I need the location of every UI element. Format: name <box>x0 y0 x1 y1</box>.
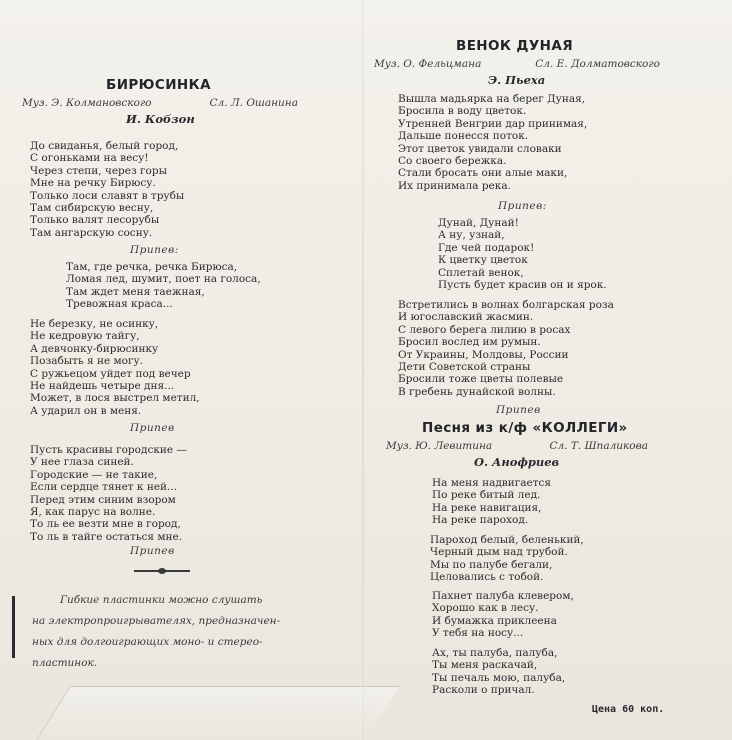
verse-line: Пахнет палуба клевером, <box>432 590 574 602</box>
verse-line: Там сибирскую весну, <box>30 202 154 215</box>
verse-line: Дети Советской страны <box>398 361 531 374</box>
verse-line: По реке битый лед. <box>432 489 541 502</box>
verse-line: Тревожная краса... <box>66 298 173 311</box>
verse-line: Сплетай венок, <box>438 266 524 279</box>
refrain-label: Припев: <box>130 244 179 256</box>
verse-line: Ты меня раскачай, <box>432 659 538 672</box>
performer-name: О. Анофриев <box>474 455 560 469</box>
verse-line: Расколи о причал. <box>432 684 535 697</box>
lyrics-credit: Сл. Л. Ошанина <box>209 97 298 109</box>
verse-line: Бросила в воду цветок. <box>398 105 527 118</box>
note-side-bar <box>12 596 15 658</box>
refrain <box>66 261 261 311</box>
refrain-reference: Припев <box>496 404 541 416</box>
verse-line: Позабыть я не могу. <box>30 355 144 368</box>
verse-line: Целовались с тобой. <box>430 571 544 584</box>
verse-line: Хорошо как в лесу. <box>432 602 539 615</box>
verse-line: Не найдешь четыре дня... <box>30 380 175 393</box>
verse-line: Я, как парус на волне. <box>30 506 156 519</box>
verse-line: Не кедровую тайгу, <box>30 330 140 343</box>
verse-line: Дунай, Дунай! <box>438 217 519 229</box>
verse-line: С ружьецом уйдет под вечер <box>30 367 191 380</box>
verse-line: Не березку, не осинку, <box>30 318 159 330</box>
verse-line: Пусть красивы городские — <box>30 444 187 456</box>
music-credit: Муз. О. Фельцмана <box>374 58 482 70</box>
verse-line: До свиданья, белый город, <box>30 140 179 152</box>
verse-line: Только валят лесорубы <box>30 214 160 227</box>
note-line: ных для долгоиграющих моно- и стерео- <box>32 636 263 648</box>
verse-line: Пароход белый, беленький, <box>430 534 584 546</box>
verse-line: Со своего бережка. <box>398 155 507 168</box>
music-credit: Муз. Ю. Левитина <box>386 440 493 452</box>
verse-line: У нее глаза синей. <box>30 456 134 469</box>
price-label: Цена 60 коп. <box>592 704 665 715</box>
verse-line: Ах, ты палуба, палуба, <box>432 647 558 659</box>
verse-line: Там ангарскую сосну. <box>30 226 153 239</box>
verse-line: Ломая лед, шумит, поет на голоса, <box>66 273 261 286</box>
verse-2 <box>398 299 614 398</box>
verse-line: Где чей подарок! <box>438 241 535 254</box>
verse-2 <box>30 318 200 417</box>
song-credits <box>386 440 648 452</box>
performer-name: И. Кобзон <box>126 112 195 126</box>
refrain-label: Припев: <box>498 200 547 212</box>
verse-line: К цветку цветок <box>438 254 528 267</box>
verse-line: Вышла мадьярка на берег Дуная, <box>398 93 586 105</box>
verse-line: В гребень дунайской волны. <box>398 385 556 398</box>
verse-line: Дальше понесся поток. <box>398 130 529 143</box>
verse-line: Там, где речка, речка Бирюса, <box>66 261 238 273</box>
verse-3 <box>30 444 187 543</box>
song-title: Песня из к/ф «КОЛЛЕГИ» <box>422 420 628 436</box>
stanza-1 <box>432 477 551 527</box>
stanza-3 <box>432 590 574 640</box>
verse-line: На реке навигация, <box>432 501 542 514</box>
verse-line: То ль в тайге остаться мне. <box>30 530 183 543</box>
verse-line: А девчонку-бирюсинку <box>30 342 159 355</box>
refrain-reference: Припев <box>130 422 175 434</box>
verse-line: Там ждет меня таежная, <box>66 285 205 298</box>
stanza-4 <box>432 647 565 697</box>
verse-line: А ударил он в меня. <box>30 404 142 417</box>
verse-line: Мы по палубе бегали, <box>430 558 553 571</box>
verse-line: А ну, узнай, <box>438 229 505 242</box>
verse-line: Мне на речку Бирюсу. <box>30 177 156 190</box>
performer-name: Э. Пьеха <box>488 73 546 87</box>
verse-line: От Украины, Молдовы, России <box>398 348 569 361</box>
note-line: Гибкие пластинки можно слушать <box>60 594 263 606</box>
verse-line: С левого берега лилию в росах <box>398 323 571 336</box>
verse-line: Встретились в волнах болгарская роза <box>398 299 614 311</box>
verse-1 <box>398 93 587 192</box>
lyrics-credit: Сл. Т. Шпаликова <box>549 440 648 452</box>
verse-line: Городские — не такие, <box>30 468 158 481</box>
stanza-2 <box>430 534 584 584</box>
music-credit: Муз. Э. Колмановского <box>22 97 152 109</box>
verse-line: Только лоси славят в трубы <box>30 189 185 202</box>
verse-line: Их принимала река. <box>398 179 511 192</box>
verse-line: Бросили тоже цветы полевые <box>398 373 564 386</box>
song-title: ВЕНОК ДУНАЯ <box>456 38 573 54</box>
song-title: БИРЮСИНКА <box>106 77 211 93</box>
verse-1 <box>30 140 184 239</box>
verse-line: Бросил вослед им румын. <box>398 336 541 349</box>
page-fold <box>362 0 364 740</box>
verse-line: У тебя на носу... <box>432 627 524 640</box>
song-credits <box>374 58 660 70</box>
note-line: пластинок. <box>32 657 98 669</box>
verse-line: Этот цветок увидали словаки <box>398 142 562 155</box>
refrain-reference: Припев <box>130 545 175 557</box>
verse-line: С огоньками на весу! <box>30 152 149 165</box>
song-credits <box>22 97 298 109</box>
verse-line: И бумажка приклеена <box>432 614 557 627</box>
verse-line: И югославский жасмин. <box>398 311 534 324</box>
verse-line: Если сердце тянет к ней... <box>30 481 178 494</box>
verse-line: На меня надвигается <box>432 477 552 489</box>
verse-line: На реке пароход. <box>432 514 529 527</box>
verse-line: Может, в лося выстрел метил, <box>30 392 200 405</box>
verse-line: Утренней Венгрии дар принимая, <box>398 117 588 130</box>
note-line: на электропроигрывателях, предназначен- <box>32 615 281 627</box>
envelope-flap-edge <box>36 686 400 740</box>
playback-note <box>32 590 332 674</box>
verse-line: Стали бросать они алые маки, <box>398 167 568 180</box>
verse-line: Через степи, через горы <box>30 164 167 177</box>
refrain <box>438 217 607 291</box>
verse-line: Перед этим синим взором <box>30 493 176 506</box>
verse-line: Ты печаль мою, палуба, <box>432 671 566 684</box>
verse-line: Черный дым над трубой. <box>430 546 568 559</box>
verse-line: Пусть будет красив он и ярок. <box>438 279 607 292</box>
lyrics-credit: Сл. Е. Долматовского <box>535 58 660 70</box>
ornament-divider <box>134 570 190 572</box>
verse-line: То ль ее везти мне в город, <box>30 518 181 531</box>
